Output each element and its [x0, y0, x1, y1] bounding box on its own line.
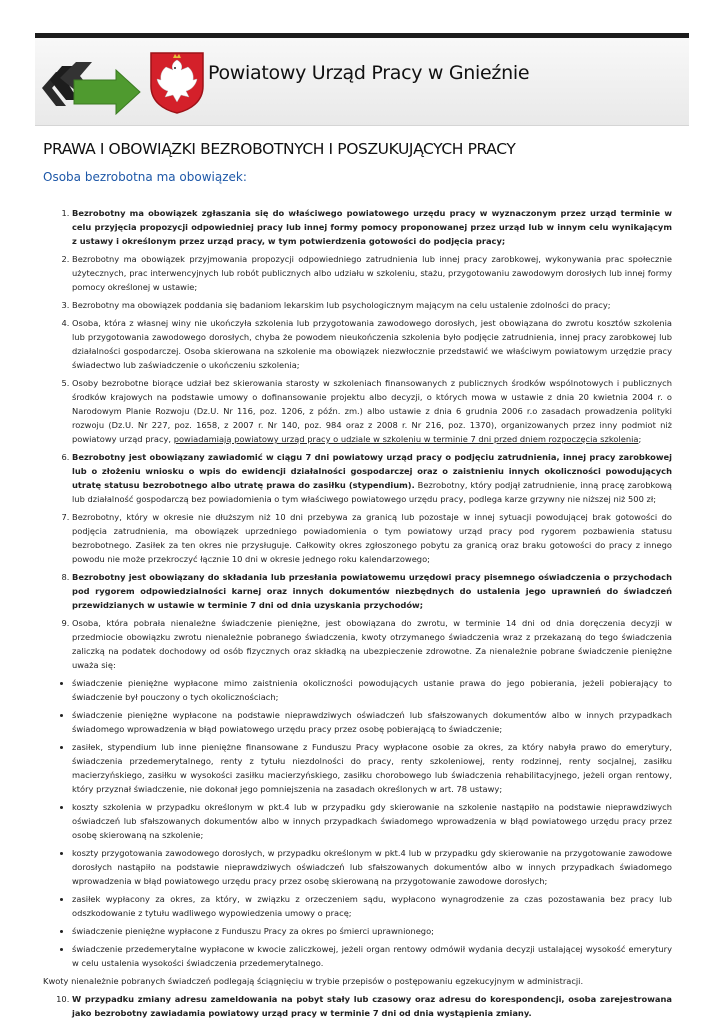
page-title: PRAWA I OBOWIĄZKI BEZROBOTNYCH I POSZUKUJĄCYCH PRACY: [43, 140, 516, 158]
duty-bold-text: Bezrobotny jest obowiązany zawiadomić w ciągu 7 dni powiatowy urząd pracy o podjęciu zatrudnienia, innej pracy zarobkowej lub o złożeniu wniosku o wpis do ewidencji działalności gospodarczej oraz o zaistnieniu innych okoliczności powodujących utratę statusu bezrobotnego albo utratę prawa do zasiłku (stypendium).: [72, 452, 672, 490]
site-header: [35, 38, 689, 126]
duty-item: [72, 298, 672, 312]
duty-text: Osoba, która pobrała nienależne świadczenie pieniężne, jest obowiązana do zwrotu, w terminie 14 dni od dnia doręczenia decyzji w przedmiocie obowiązku zwrotu nienależnie pobranego świadczenia, kwoty otrzymanego świadczenia wraz z przekazaną do tego świadczenia zaliczką na podatek dochodowy od osób fizycznych oraz składką na ubezpieczenie zdrowotne. Za nienależnie pobrane świadczenie pieniężne uważa się:: [72, 618, 672, 670]
duty-item: [72, 616, 672, 672]
duty-text: Bezrobotny ma obowiązek poddania się badaniom lekarskim lub psychologicznym mającym na celu ustalenie zdolności do pracy;: [72, 300, 611, 310]
duties-list-continued: [43, 992, 672, 1020]
duty-item: [72, 450, 672, 506]
arrows-logo-icon: [36, 50, 144, 118]
duty-text: Bezrobotny ma obowiązek zgłaszania się do właściwego powiatowego urzędu pracy w wyznaczonym przez urząd terminie w celu przyjęcia propozycji odpowiedniej pracy lub innej formy pomocy proponowanej przez urząd lub w innym celu wynikającym z ustawy i określonym przez urząd pracy, w tym potwierdzenia gotowości do podjęcia pracy;: [72, 208, 672, 246]
site-title: Powiatowy Urząd Pracy w Gnieźnie: [208, 62, 530, 84]
duty-underlined-text: powiadamiają powiatowy urząd pracy o udziale w szkoleniu w terminie 7 dni przed dniem rozpoczęcia szkolenia: [173, 434, 639, 444]
enforcement-note: Kwoty nienależnie pobranych świadczeń podlegają ściągnięciu w trybie przepisów o postępowaniu egzekucyjnym w administracji.: [43, 976, 584, 986]
main-content: [43, 140, 672, 1020]
duty-item: [72, 206, 672, 248]
duty-text-end: ;: [638, 434, 642, 444]
duty-text: Osoby bezrobotne biorące udział bez skierowania starosty w szkoleniach finansowanych z publicznych środków wspólnotowych i publicznych środków krajowych na podstawie umowy o dofinansowanie projektu albo decyzji, o których mowa w ustawie z dnia 20 kwietnia 2004 r. o Narodowym Planie Rozwoju (Dz.U. Nr 116, poz. 1206, z późn. zm.) albo ustawie z dnia 6 grudnia 2006 r.o zasadach prowadzenia polityki rozwoju (Dz.U. Nr 227, poz. 1658, z 2007 r. Nr 140, poz. 984 oraz z 2008 r. Nr 216, poz. 1370), organizowanych przez inny podmiot niż powiatowy urząd pracy,: [72, 378, 672, 444]
duty-item: [72, 316, 672, 372]
duties-list: [43, 206, 672, 672]
list-item: • świadczenie przedemerytalne wypłacone w kwocie zaliczkowej, jeżeli organ rentowy odmówił wydania decyzji ustalającej wysokość emerytury w celu ustalenia wysokości świadczenia przedemerytalnego.: [72, 942, 672, 970]
section-subtitle: Osoba bezrobotna ma obowiązek:: [43, 170, 247, 184]
duty-text: Bezrobotny, który podjął zatrudnienie, inną pracę zarobkową lub działalność gospodarczą bez powiadomienia o tym właściwego powiatowego urzędu pracy, podlega karze grzywny nie niższej niż 500 zł;: [72, 480, 672, 504]
crest-icon: [148, 50, 206, 114]
duties-document: [43, 206, 672, 1020]
list-item: • świadczenie pieniężne wypłacone na podstawie nieprawdziwych oświadczeń lub sfałszowanych dokumentów albo w innych przypadkach świadomego wprowadzenia w błąd powiatowego urzędu pracy przez osobę pobierającą to świadczenie;: [72, 708, 672, 736]
list-item: • zasiłek wypłacony za okres, za który, w związku z orzeczeniem sądu, wypłacono wynagrodzenie za czas pozostawania bez pracy lub odszkodowanie z tytułu wadliwego wypowiedzenia umowy o pracę;: [72, 892, 672, 920]
duty-item: [72, 570, 672, 612]
list-item: • świadczenie pieniężne wypłacone mimo zaistnienia okoliczności powodujących ustanie prawa do jego pobierania, jeżeli pobierający to świadczenie był pouczony o tych okolicznościach;: [72, 676, 672, 704]
duty-text: W przypadku zmiany adresu zameldowania na pobyt stały lub czasowy oraz adresu do korespondencji, osoba zarejestrowana jako bezrobotny zawiadamia powiatowy urząd pracy w terminie 7 dni od dnia wystąpienia zmiany.: [72, 994, 672, 1018]
duty-text: Osoba, która z własnej winy nie ukończyła szkolenia lub przygotowania zawodowego dorosłych, jest obowiązana do zwrotu kosztów szkolenia lub przygotowania zawodowego dorosłych, chyba że powodem nieukończenia szkolenia było podjęcie zatrudnienia, innej pracy zarobkowej lub działalności gospodarczej. Osoba skierowana na szkolenie ma obowiązek niezwłocznie przedstawić we właściwym powiatowym urzędzie pracy świadectwo lub zaświadczenie o ukończeniu szkolenia;: [72, 318, 672, 370]
duty-text: Bezrobotny jest obowiązany do składania lub przesłania powiatowemu urzędowi pracy pisemnego oświadczenia o przychodach pod rygorem odpowiedzialności karnej oraz innych dokumentów niezbędnych do ustalenia jego uprawnień do świadczeń przewidzianych w ustawie w terminie 7 dni od dnia uzyskania przychodów;: [72, 572, 672, 610]
undue-benefits-list: [43, 676, 672, 970]
duty-item: [72, 992, 672, 1020]
duty-text: Bezrobotny ma obowiązek przyjmowania propozycji odpowiedniego zatrudnienia lub innej pracy zarobkowej, wykonywania prac społecznie użytecznych, prac interwencyjnych lub robót publicznych albo udziału w szkoleniu, stażu, przygotowaniu zawodowym dorosłych lub innej formy pomocy określonej w ustawie;: [72, 254, 672, 292]
duty-item: [72, 252, 672, 294]
list-item: • świadczenie pieniężne wypłacone z Funduszu Pracy za okres po śmierci uprawnionego;: [72, 924, 672, 938]
duty-item: [72, 510, 672, 566]
duty-item: [72, 376, 672, 446]
list-item: • koszty szkolenia w przypadku określonym w pkt.4 lub w przypadku gdy skierowanie na szkolenie nastąpiło na podstawie nieprawdziwych oświadczeń lub sfałszowanych dokumentów albo w innych przypadkach świadomego wprowadzenia w błąd powiatowego urzędu pracy przez osobę skierowaną na szkolenie;: [72, 800, 672, 842]
list-item: • zasiłek, stypendium lub inne pieniężne finansowane z Funduszu Pracy wypłacone osobie za okres, za który nabyła prawo do emerytury, świadczenia przedemerytalnego, renty z tytułu niezdolności do pracy, renty szkoleniowej, renty rodzinnej, renty socjalnej, zasiłku macierzyńskiego, zasiłku w wysokości zasiłku macierzyńskiego, zasiłku chorobowego lub świadczenia rehabilitacyjnego, jeżeli organ rentowy, który przyznał świadczenie, nie dokonał jego pomniejszenia na zasadach określonych w art. 78 ustawy;: [72, 740, 672, 796]
duty-text: Bezrobotny, który w okresie nie dłuższym niż 10 dni przebywa za granicą lub pozostaje w innej sytuacji powodującej brak gotowości do podjęcia zatrudnienia, ma obowiązek uprzedniego powiadomienia o tym powiatowy urząd pracy pod rygorem pozbawienia statusu bezrobotnego. Zasiłek za ten okres nie przysługuje. Całkowity okres zgłoszonego pobytu za granicą oraz braku gotowości do pracy z innego powodu nie może przekroczyć łącznie 10 dni w okresie jednego roku kalendarzowego;: [72, 512, 672, 564]
list-item: • koszty przygotowania zawodowego dorosłych, w przypadku określonym w pkt.4 lub w przypadku gdy skierowanie na przygotowanie zawodowe dorosłych nastąpiło na podstawie nieprawdziwych oświadczeń lub sfałszowanych dokumentów albo w innych przypadkach świadomego wprowadzenia w błąd powiatowego urzędu pracy przez osobę skierowaną na przygotowanie zawodowe dorosłych;: [72, 846, 672, 888]
